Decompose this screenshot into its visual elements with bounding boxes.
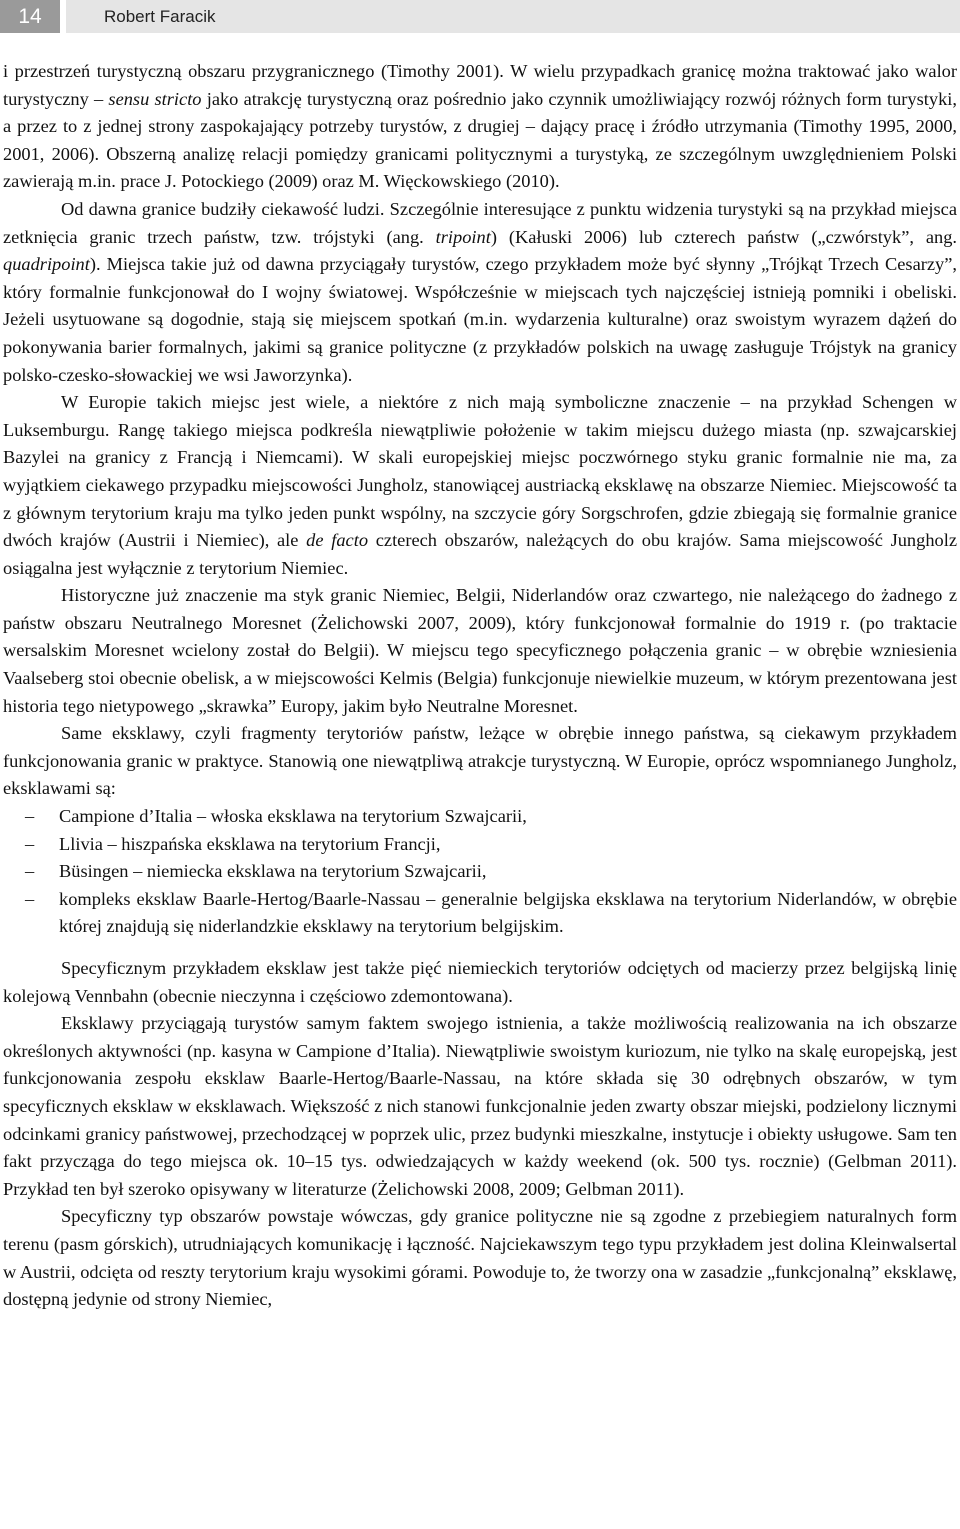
paragraph <box>3 582 957 720</box>
list-item: – kompleks eksklaw Baarle-Hertog/Baarle-Nassau – generalnie belgijska eksklawa na terytorium Niderlandów, w obrębie której znajdują się niderlandzkie eksklawy na terytorium belgijskim. <box>3 886 957 941</box>
italic-term: quadripoint <box>3 254 90 275</box>
text-run: Historyczne już znaczenie ma styk granic Niemiec, Belgii, Niderlandów oraz czwartego, nie należącego do żadnego z państw obszaru Neutralnego Moresnet (Żelichowski 2007, 2009), który funkcjonował formalnie do 1919 r. (po traktacie wersalskim Moresnet wcielony został do Belgii). W miejscu tego specyficznego połączenia granic – w obrębie wzniesienia Vaalseberg stoi obecnie obelisk, a w miejscowości Kelmis (Belgia) funkcjonuje niewielkie muzeum, w którym prezentowana jest historia tego nietypowego „skrawka” Europy, jakim było Neutralne Moresnet. <box>3 585 957 716</box>
italic-term: tripoint <box>435 226 491 247</box>
paragraph <box>3 955 957 1010</box>
text-run: czterech obszarów, należących do obu krajów. Sama miejscowość Jungholz osiągalna jest wyłącznie z terytorium Niemiec. <box>3 530 957 578</box>
page-header <box>0 0 960 33</box>
text-run: Specyficznym przykładem eksklaw jest także pięć niemieckich terytoriów odciętych od macierzy przez belgijską linię kolejową Vennbahn (obecnie nieczynna i częściowo zdemontowana). <box>3 958 957 1006</box>
paragraph <box>3 1010 957 1203</box>
text-run: ) (Kałuski 2006) lub czterech państw („czwórstyk”, ang. <box>490 226 957 247</box>
text-run: i przestrzeń turystyczną obszaru przygranicznego (Timothy 2001). W wielu przypadkach granicę można traktować jako walor turystyczny – <box>3 61 957 109</box>
paragraph <box>3 58 957 196</box>
paragraph <box>3 720 957 803</box>
italic-term: sensu stricto <box>108 88 202 109</box>
text-run: W Europie takich miejsc jest wiele, a niektóre z nich mają symboliczne znaczenie – na przykład Schengen w Luksemburgu. Rangę takiego miejsca podkreśla niewątpliwie położenie w takim miejscu dużego miasta (np. szwajcarskiej Bazylei na granicy z Francją i Niemcami). W skali europejskiej miejsc poczwórnego styku granic formalnie nie ma, za wyjątkiem ciekawego przypadku miejscowości Jungholz, stanowiącej austriacką eksklawę na obszarze Niemiec. Miejscowość ta z głównym terytorium kraju ma tylko jeden punkt wspólny, na szczycie góry Sorgschrofen, gdzie zbiegają się formalnie granice dwóch krajów (Austrii i Niemiec), ale <box>3 392 957 551</box>
running-head-band <box>66 0 960 33</box>
running-head-author: Robert Faracik <box>104 7 216 26</box>
text-run: Od dawna granice budziły ciekawość ludzi. Szczególnie interesujące z punktu widzenia turystyki są na przykład miejsca zetknięcia granic trzech państw, tzw. trójstyki (ang. <box>3 198 957 247</box>
paragraph <box>3 389 957 582</box>
text-run: jako atrakcję turystyczną oraz pośrednio jako czynnik umożliwiający rozwój różnych form turystyki, a przez to z jednej strony zaspokajający potrzeby turystów, z drugiej – dający pracę i źródło utrzymania (Timothy 1995, 2000, 2001, 2006). Obszerną analizę relacji pomiędzy granicami politycznymi a turystyką, ze szczególnym uwzględnieniem Polski zawierają m.in. prace J. Potockiego (2009) oraz M. Więckowskiego (2010). <box>3 88 957 192</box>
enclave-list <box>3 803 957 941</box>
paragraph <box>3 196 957 389</box>
text-run: ). Miejsca takie już od dawna przyciągały turystów, czego przykładem może być słynny „Trójkąt Trzech Cesarzy”, który formalnie funkcjonował do I wojny światowej. Współcześnie w miejscach tych najczęściej istnieją pomniki i obeliski. Jeżeli usytuowane są dogodnie, stają się miejscem spotkań (m.in. wydarzenia kulturalne) oraz swoistym wyrazem dążeń do pokonywania barier formalnych, jakimi są granice polityczne (z przykładów polskich na uwagę zasługuje Trójstyk na granicy polsko-czesko-słowackiej we wsi Jaworzynka). <box>3 254 957 385</box>
text-run: Same eksklawy, czyli fragmenty terytoriów państw, leżące w obrębie innego państwa, są ciekawym przykładem funkcjonowania granic w praktyce. Stanowią one niewątpliwą atrakcje turystyczną. W Europie, oprócz wspomnianego Jungholz, eksklawami są: <box>3 723 957 799</box>
italic-term: de facto <box>306 530 369 551</box>
paragraph <box>3 1203 957 1313</box>
text-run: Eksklawy przyciągają turystów samym faktem swojego istnienia, a także możliwością realizowania na ich obszarze określonych aktywności (np. kasyna w Campione d’Italia). Niewątpliwie swoistym kuriozum, nie tylko na skalę europejską, jest funkcjonowania zespołu eksklaw Baarle-Hertog/Baarle-Nassau, na które składa się 30 odrębnych obszarów, w tym specyficznych eksklaw w eksklawach. Większość z nich stanowi funkcjonalnie jeden zwarty obszar miejski, podzielony licznymi odcinkami granicy państwowej, przechodzącej w poprzek ulic, przez budynki mieszkalne, instytucje i obiekty usługowe. Sam ten fakt przycząga do tego miejsca ok. 10–15 tys. odwiedzających w każdy weekend (ok. 500 tys. rocznie) (Gelbman 2011). Przykład ten był szeroko opisywany w literaturze (Żelichowski 2008, 2009; Gelbman 2011). <box>3 1013 957 1199</box>
body-text <box>3 58 957 1314</box>
list-item: – Büsingen – niemiecka eksklawa na terytorium Szwajcarii, <box>3 858 957 886</box>
list-item: – Campione d’Italia – włoska eksklawa na terytorium Szwajcarii, <box>3 803 957 831</box>
page-number: 14 <box>0 0 60 33</box>
list-item: – Llivia – hiszpańska eksklawa na terytorium Francji, <box>3 831 957 859</box>
text-run: Specyficzny typ obszarów powstaje wówczas, gdy granice polityczne nie są zgodne z przebiegiem naturalnych form terenu (pasm górskich), utrudniających komunikację i łączność. Najciekawszym tego typu przykładem jest dolina Kleinwalsertal w Austrii, odcięta od reszty terytorium kraju wysokimi górami. Powoduje to, że tworzy ona w zasadzie „funkcjonalną” eksklawę, dostępną jedynie od strony Niemiec, <box>3 1206 957 1310</box>
